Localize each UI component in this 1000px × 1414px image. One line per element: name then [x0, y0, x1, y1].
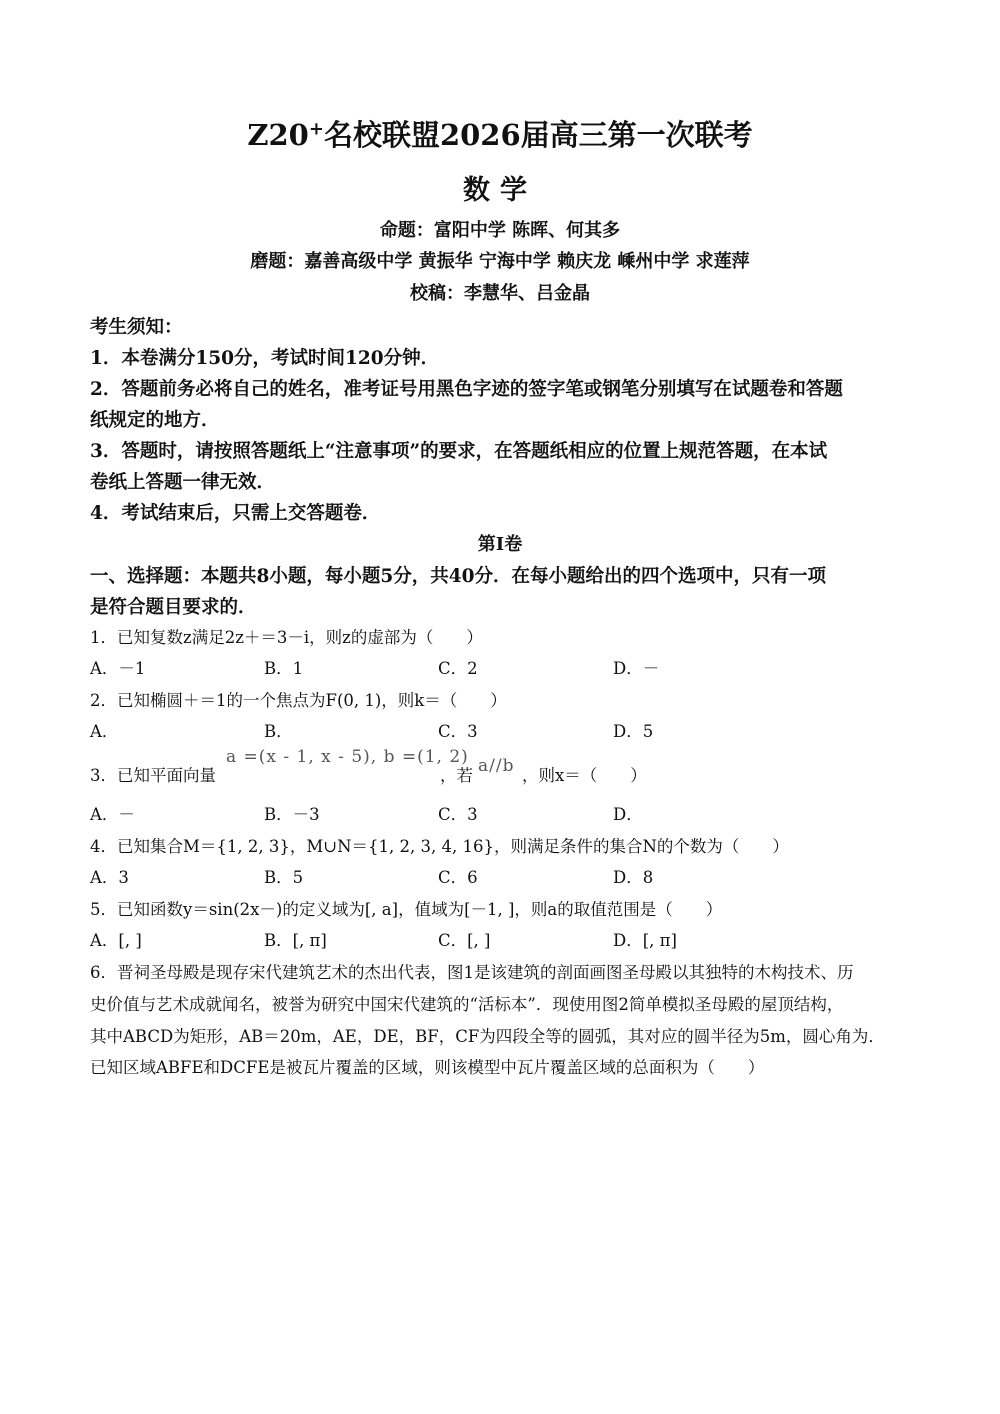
notice-line-2b: 纸规定的地方．: [90, 410, 220, 431]
notice-line-3a: 3．答题时，请按照答题纸上“注意事项”的要求，在答题纸相应的位置上规范答题，在本试: [90, 441, 828, 462]
question-3-vector-definition: a =(x - 1, x - 5), b =(1, 2): [226, 747, 469, 767]
question-3-option-c: C．3: [438, 805, 478, 824]
question-2-stem: 2．已知椭圆＋＝1的一个焦点为F(0, 1)，则k＝（ ）: [90, 691, 507, 710]
question-1-option-b: B．1: [264, 659, 304, 678]
question-5-option-d: D．[, π]: [613, 931, 677, 950]
question-1-option-a: A．－1: [90, 659, 146, 678]
section-heading-b: 是符合题目要求的．: [90, 597, 257, 618]
section-heading-a: 一、选择题：本题共8小题，每小题5分，共40分．在每小题给出的四个选项中，只有一项: [90, 566, 826, 587]
question-3-stem-end: ，则x＝（ ）: [522, 766, 647, 785]
question-6-line-4: 已知区域ABFE和DCFE是被瓦片覆盖的区域，则该模型中瓦片覆盖区域的总面积为（ ）: [90, 1058, 765, 1077]
question-2-option-b: B．: [264, 722, 293, 741]
reviewer-credit: 磨题：嘉善高级中学 黄振华 宁海中学 赖庆龙 嵊州中学 求莲萍: [250, 251, 750, 272]
question-1-option-c: C．2: [438, 659, 478, 678]
subject-title: 数学: [463, 175, 537, 206]
question-6-line-3: 其中ABCD为矩形，AB＝20m，AE，DE，BF，CF为四段全等的圆弧，其对应的圆半径为5m，圆心角为．: [90, 1027, 885, 1046]
question-4-option-d: D．8: [613, 868, 654, 887]
exam-title: Z20+名校联盟2026届高三第一次联考: [247, 118, 753, 152]
question-5-option-a: A．[, ]: [90, 931, 142, 950]
volume-heading: 第Ⅰ卷: [477, 534, 523, 555]
question-1-option-d: D．－: [613, 659, 660, 678]
proposer-credit: 命题：富阳中学 陈晖、何其多: [379, 220, 621, 241]
notice-line-2a: 2．答题前务必将自己的姓名，准考证号用黑色字迹的签字笔或钢笔分别填写在试题卷和答题: [90, 379, 843, 400]
question-5-option-c: C．[, ]: [438, 931, 491, 950]
question-3-stem-start: 3．已知平面向量: [90, 766, 216, 785]
question-1-stem: 1．已知复数z满足2z＋＝3－i，则z的虚部为（ ）: [90, 628, 483, 647]
question-4-option-a: A．3: [90, 868, 129, 887]
notice-line-1: 1．本卷满分150分，考试时间120分钟．: [90, 348, 440, 369]
proofreader-credit: 校稿：李慧华、吕金晶: [410, 283, 590, 304]
question-6-line-1: 6．晋祠圣母殿是现存宋代建筑艺术的杰出代表，图1是该建筑的剖面画图圣母殿以其独特的木构技术、历: [90, 963, 854, 982]
question-5-option-b: B．[, π]: [264, 931, 327, 950]
question-4-option-c: C．6: [438, 868, 478, 887]
question-6-line-2: 史价值与艺术成就闻名，被誉为研究中国宋代建筑的“活标本”．现使用图2简单模拟圣母殿的屋顶结构，: [90, 995, 844, 1014]
question-5-stem: 5．已知函数y＝sin(2x－)的定义域为[, a]，值域为[－1, ]，则a的取值范围是（ ）: [90, 900, 723, 919]
question-3-option-b: B．－3: [264, 805, 320, 824]
question-3-stem-middle: ，若: [440, 766, 473, 785]
notice-line-3b: 卷纸上答题一律无效．: [90, 472, 276, 493]
question-2-option-a: A．: [90, 722, 119, 741]
question-4-stem: 4．已知集合M＝{1, 2, 3}，M∪N＝{1, 2, 3, 4, 16}，则满足条件的集合N的个数为（ ）: [90, 837, 789, 856]
notice-heading: 考生须知：: [90, 317, 183, 338]
question-3-option-a: A．－: [90, 805, 135, 824]
notice-line-4: 4．考试结束后，只需上交答题卷．: [90, 503, 381, 524]
question-2-option-c: C．3: [438, 722, 478, 741]
question-4-option-b: B．5: [264, 868, 304, 887]
question-2-option-d: D．5: [613, 722, 654, 741]
question-3-parallel-condition: a//b: [478, 756, 515, 776]
question-3-option-d: D．: [613, 805, 643, 824]
